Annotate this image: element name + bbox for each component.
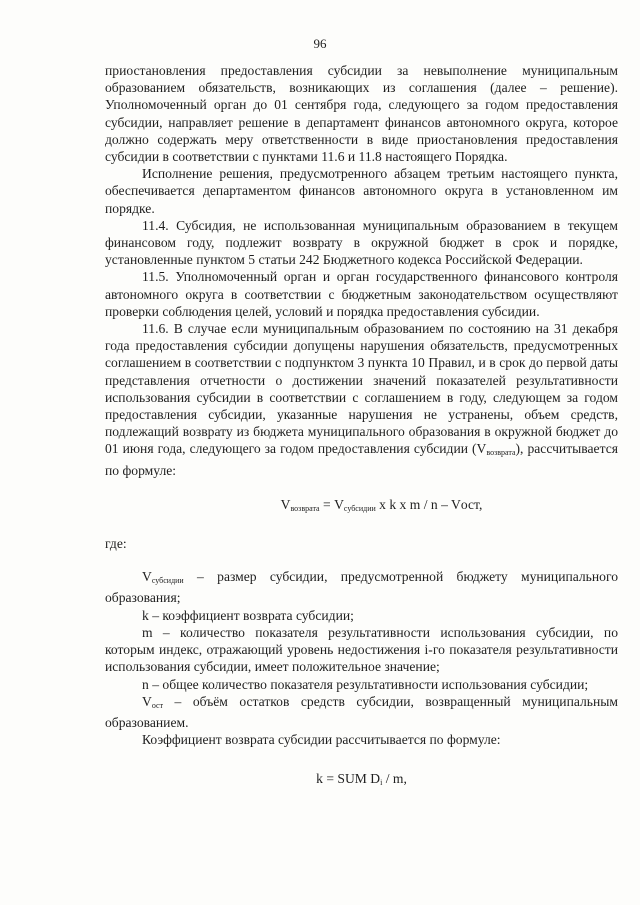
definition-v-subsidy-subscript: субсидии xyxy=(151,576,184,586)
paragraph-11-6-subscript: возврата xyxy=(486,448,516,458)
paragraph-11-4: 11.4. Субсидия, не использованная муниципальным образованием в текущем финансовом году, подлежит возврату в окружной бюджет в срок и порядке, установленные пунктом 5 статьи 242 Бюджетного кодекса Российской Федерации. xyxy=(105,217,618,268)
paragraph-decision-execution: Исполнение решения, предусмотренного абзацем третьим настоящего пункта, обеспечивается департаментом финансов автономного округа в установленном им порядке. xyxy=(105,166,618,216)
paragraph-11-6 xyxy=(105,320,618,479)
paragraph-continuation: приостановления предоставления субсидии за невыполнение муниципальным образованием обязательств, возникающих из соглашения (далее – решение). Уполномоченный орган до 01 сентября года, следующего за годом предоставления субсидии, направляет решение в департамент финансов автономного округа, которое должно содержать меру ответственности в виде приостановления предоставления субсидии в соответствии с пунктами 11.6 и 11.8 настоящего Порядка. xyxy=(105,63,618,165)
definition-v-ost-subscript: ост xyxy=(151,700,164,710)
definition-k: k – коэффициент возврата субсидии; xyxy=(142,607,354,623)
formula-v-return: V xyxy=(280,496,291,512)
page-number: 96 xyxy=(313,36,327,51)
definition-v-ost-text: – объём остатков средств субсидии, возвращенный муниципальным образованием. xyxy=(105,693,618,730)
definition-v-subsidy xyxy=(105,568,618,606)
formula-k-subscript: i xyxy=(380,778,383,788)
formula-v-return-subscript: возврата xyxy=(290,503,320,513)
where-label: где: xyxy=(105,536,127,552)
formula-k-right: / m, xyxy=(382,771,407,787)
document-body xyxy=(105,62,618,792)
definition-n: n – общее количество показателя результативности использования субсидии; xyxy=(142,676,589,692)
formula-k-left: k = SUM D xyxy=(316,771,381,787)
formula-v-subsidy-subscript: субсидии xyxy=(343,503,376,513)
paragraph-11-5: 11.5. Уполномоченный орган и орган государственного финансового контроля автономного округа в соответствии с бюджетным законодательством осуществляют проверки соблюдения целей, условий и порядка предоставления субсидии. xyxy=(105,269,618,319)
definition-v-ost xyxy=(105,693,618,731)
spacer xyxy=(105,552,618,568)
paragraph-11-6-text: 11.6. В случае если муниципальным образованием по состоянию на 31 декабря года предоставления субсидии допущены нарушения обязательств, предусмотренных соглашением в соответствии с подпунктом 3 пункта 10 Правил, и в срок до первой даты представления отчетности о достижении значений показателей результативности использования субсидии в соответствии с соглашением в году, следующем за годом предоставления субсидии, указанные нарушения не устранены, объем средств, подлежащий возврату из бюджета муниципального образования в окружной бюджет до 01 июня года, следующего за годом предоставления субсидии (V xyxy=(105,321,618,457)
formula-coefficient xyxy=(105,770,618,791)
definition-v-subsidy-text: – размер субсидии, предусмотренной бюджету муниципального образования; xyxy=(105,569,618,606)
formula-v-subsidy: = V xyxy=(319,496,344,512)
formula-return-volume xyxy=(145,496,618,517)
paragraph-coefficient: Коэффициент возврата субсидии рассчитывается по формуле: xyxy=(142,732,501,748)
paragraph-11-6-tail: ), рассчитывается по формуле: xyxy=(105,441,618,478)
formula-rest: x k x m / n – Vост, xyxy=(375,496,483,512)
definition-m: m – количество показателя результативности использования субсидии, по которым индекс, отражающий уровень недостижения i-го показателя результативности использования субсидии, имеет положительное значение; xyxy=(105,624,618,675)
definition-v-subsidy-symbol: V xyxy=(142,569,152,585)
definition-v-ost-symbol: V xyxy=(142,693,152,709)
